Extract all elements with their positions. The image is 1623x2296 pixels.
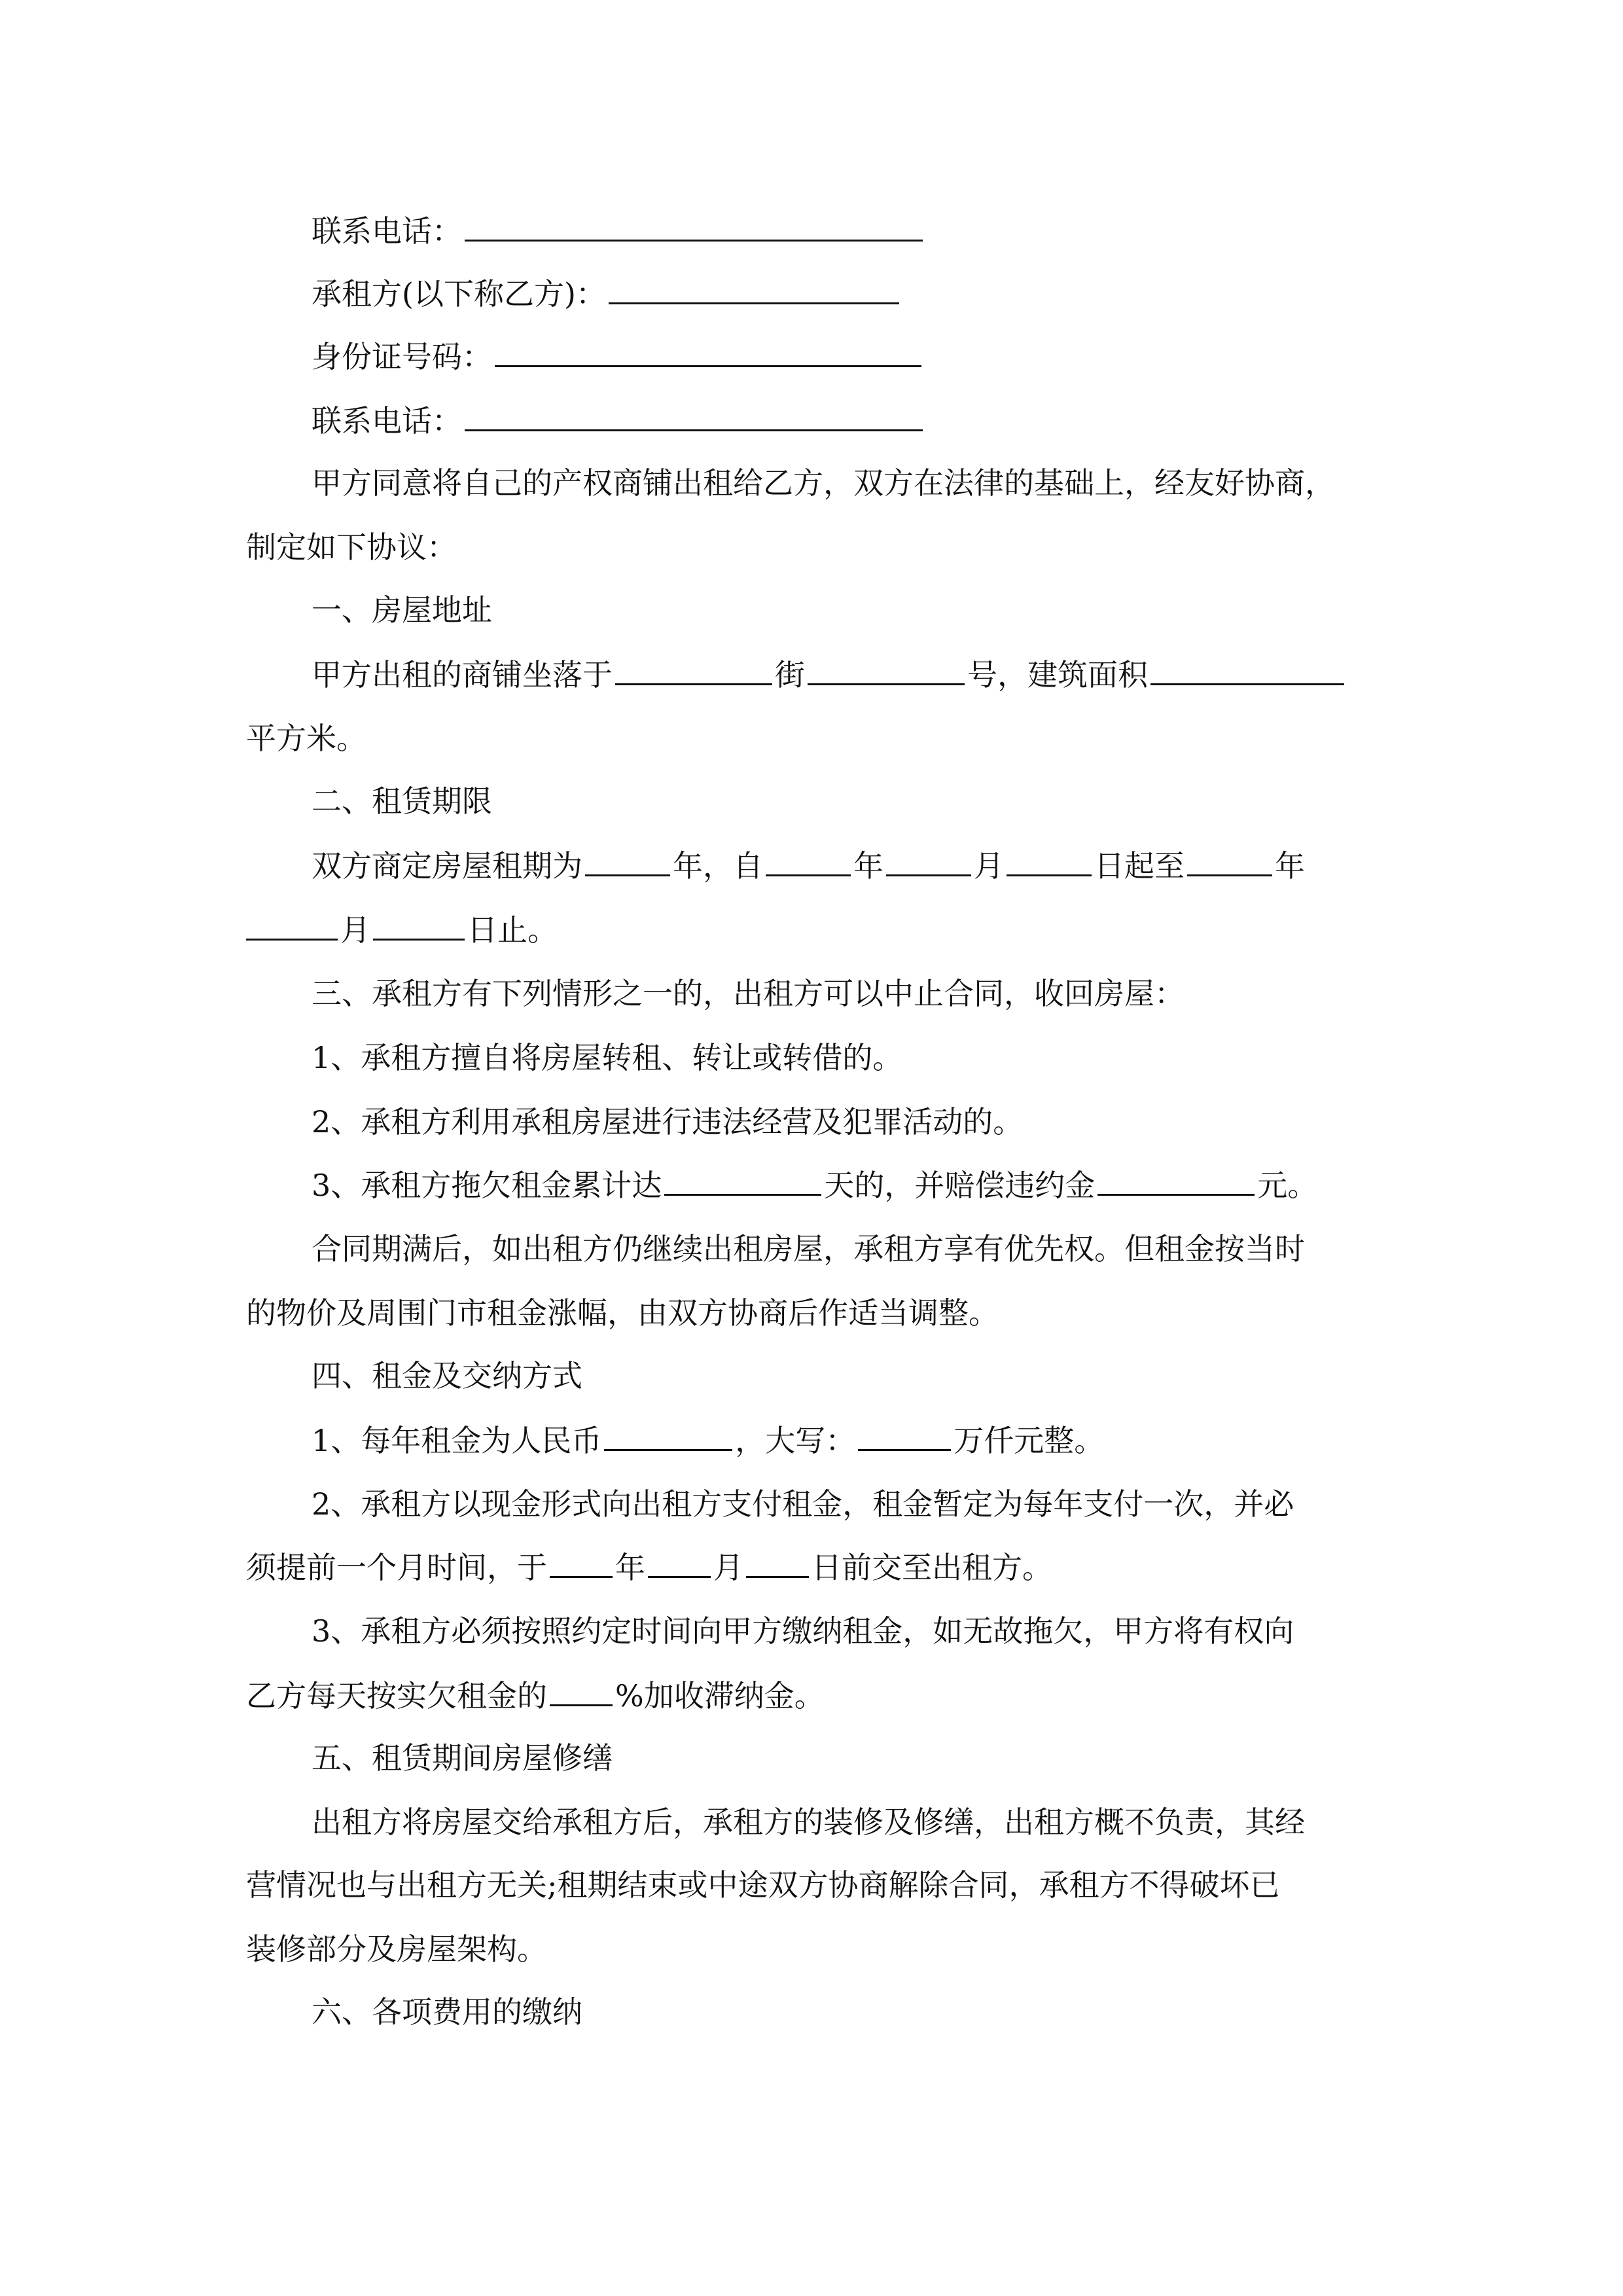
intro-paragraph-line-1: 甲方同意将自己的产权商铺出租给乙方，双方在法律的基础上，经友好协商，: [312, 465, 1335, 501]
lessee-label: 承租方(以下称乙方)：: [312, 276, 606, 312]
clause-3-3-text-3: 元。: [1257, 1168, 1318, 1203]
intro-paragraph-line-2: 制定如下协议：: [246, 529, 457, 565]
section-1-heading: 一、房屋地址: [312, 592, 492, 628]
id-number-blank[interactable]: [495, 336, 921, 367]
lease-term-line-2: [246, 910, 1378, 949]
late-fee-percent-blank[interactable]: [550, 1676, 613, 1706]
start-year-blank[interactable]: [766, 846, 851, 876]
clause-4-2-text-1: 须提前一个月时间，于: [246, 1550, 547, 1585]
term-text-5: 日起至: [1094, 848, 1185, 884]
lessor-phone-blank[interactable]: [465, 211, 923, 242]
address-text-3: 号，建筑面积: [967, 657, 1148, 692]
clause-4-1-text-1: 1、每年租金为人民币: [312, 1423, 602, 1458]
clause-4-1: [312, 1420, 1378, 1460]
lessor-phone-line: [312, 211, 1378, 250]
lessee-blank[interactable]: [609, 274, 899, 304]
area-unit-line: 平方米。: [246, 721, 366, 756]
end-year-blank[interactable]: [1187, 846, 1272, 876]
pay-year-blank[interactable]: [550, 1547, 613, 1578]
street-blank[interactable]: [615, 655, 772, 685]
term-text-3: 年: [853, 848, 883, 884]
section-2-heading: 二、租赁期限: [312, 783, 492, 819]
start-day-blank[interactable]: [1007, 846, 1092, 876]
pay-day-blank[interactable]: [746, 1547, 809, 1578]
section-3-heading: 三、承租方有下列情形之一的，出租方可以中止合同，收回房屋：: [312, 976, 1185, 1011]
clause-3-3: [312, 1165, 1378, 1204]
clause-4-3-line-1: 3、承租方必须按照约定时间向甲方缴纳租金，如无故拖欠，甲方将有权向: [312, 1613, 1294, 1649]
section-4-heading: 四、租金及交纳方式: [312, 1358, 582, 1393]
end-day-blank[interactable]: [373, 910, 465, 941]
id-number-line: [312, 336, 1378, 376]
end-month-blank[interactable]: [246, 910, 338, 941]
clause-4-2-line-1: 2、承租方以现金形式向出租方支付租金，租金暂定为每年支付一次，并必: [312, 1486, 1294, 1522]
lessee-phone-label: 联系电话：: [312, 403, 462, 439]
clause-4-2-text-2: 年: [615, 1550, 645, 1585]
clause-4-3-text-1: 乙方每天按实欠租金的: [246, 1678, 547, 1713]
section-5-line-1: 出租方将房屋交给承租方后，承租方的装修及修缮，出租方概不负责，其经: [312, 1804, 1305, 1840]
lessee-phone-blank[interactable]: [465, 401, 923, 431]
address-text-2: 街: [775, 657, 805, 692]
clause-3-1: 1、承租方擅自将房屋转租、转让或转借的。: [312, 1040, 903, 1075]
term-text-6: 年: [1275, 848, 1305, 884]
term-years-blank[interactable]: [585, 846, 670, 876]
clause-4-2-text-4: 日前交至出租方。: [812, 1550, 1052, 1585]
clause-4-1-text-3: 万仟元整。: [954, 1423, 1105, 1458]
lease-term-line-1: [312, 846, 1378, 885]
address-line: [312, 655, 1378, 694]
clause-3-2: 2、承租方利用承租房屋进行违法经营及犯罪活动的。: [312, 1104, 1024, 1139]
id-number-label: 身份证号码：: [312, 339, 492, 374]
lessee-phone-line: [312, 401, 1378, 440]
section-5-heading: 五、租赁期间房屋修缮: [312, 1740, 613, 1776]
clause-4-3-text-2: %加收滞纳金。: [615, 1678, 825, 1713]
clause-3-3-text-2: 天的，并赔偿违约金: [824, 1168, 1096, 1203]
section-5-line-3: 装修部分及房屋架构。: [246, 1931, 547, 1967]
rent-amount-blank[interactable]: [604, 1420, 732, 1451]
penalty-blank[interactable]: [1097, 1165, 1255, 1196]
term-text-8: 日止。: [467, 912, 558, 948]
address-text-1: 甲方出租的商铺坐落于: [312, 657, 613, 692]
clause-4-1-text-2: ，大写：: [735, 1423, 856, 1458]
section-6-heading: 六、各项费用的缴纳: [312, 1994, 582, 2030]
term-text-2: 年，自: [673, 848, 763, 884]
section-5-line-2: 营情况也与出租方无关;租期结束或中途双方协商解除合同，承租方不得破坏已: [246, 1867, 1280, 1903]
clause-4-2-line-2: [246, 1547, 1378, 1587]
area-blank[interactable]: [1150, 655, 1344, 685]
pay-month-blank[interactable]: [648, 1547, 711, 1578]
clause-4-3-line-2: [246, 1676, 1378, 1715]
lessee-line: [312, 274, 1378, 313]
lessor-phone-label: 联系电话：: [312, 213, 462, 249]
number-blank[interactable]: [808, 655, 965, 685]
term-text-4: 月: [974, 848, 1004, 884]
term-text-7: 月: [340, 912, 370, 948]
renewal-line-1: 合同期满后，如出租方仍继续出租房屋，承租方享有优先权。但租金按当时: [312, 1231, 1305, 1266]
rent-uppercase-blank[interactable]: [858, 1420, 951, 1451]
term-text-1: 双方商定房屋租期为: [312, 848, 582, 884]
clause-3-3-text-1: 3、承租方拖欠租金累计达: [312, 1168, 662, 1203]
renewal-line-2: 的物价及周围门市租金涨幅，由双方协商后作适当调整。: [246, 1295, 999, 1331]
start-month-blank[interactable]: [886, 846, 971, 876]
clause-4-2-text-3: 月: [713, 1550, 743, 1585]
overdue-days-blank[interactable]: [664, 1165, 821, 1196]
